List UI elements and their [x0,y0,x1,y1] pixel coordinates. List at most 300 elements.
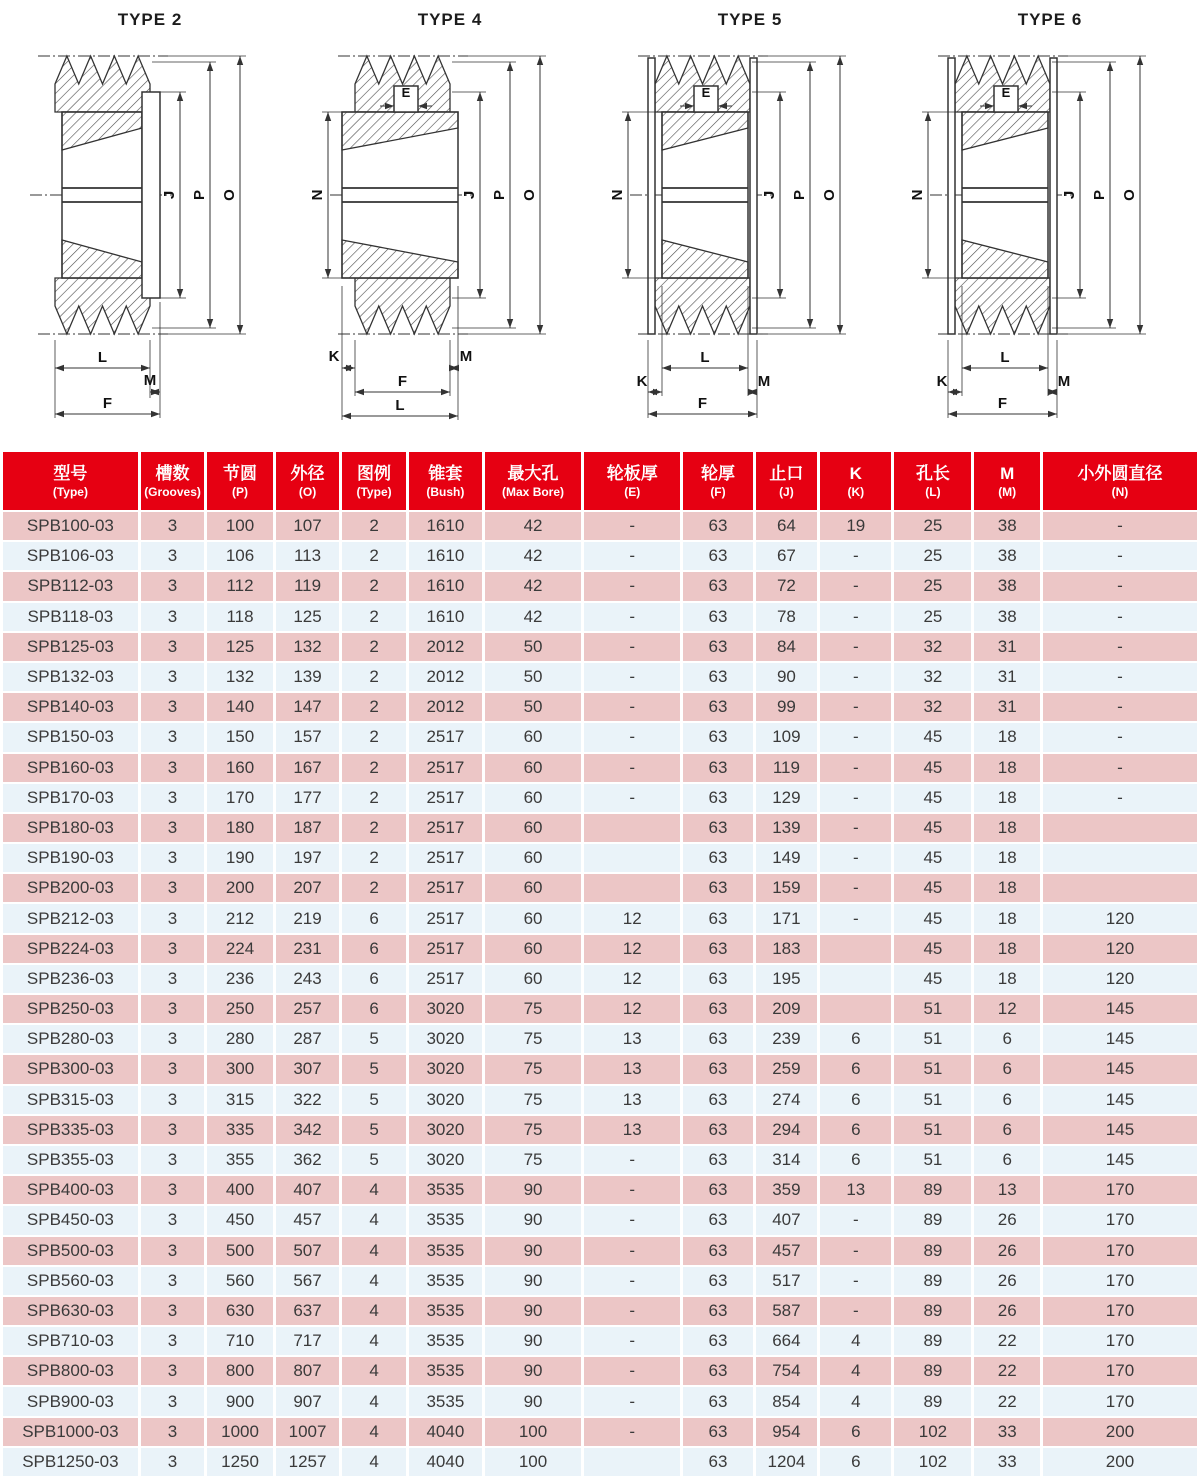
column-header-zh: 止口 [769,463,804,483]
model-cell: SPB140-03 [3,693,138,721]
table-cell: 294 [756,1116,818,1144]
table-cell: 3535 [409,1206,482,1234]
model-cell: SPB190-03 [3,844,138,872]
table-cell: 4 [820,1327,891,1355]
table-cell: 170 [1043,1237,1197,1265]
table-cell: 236 [207,965,272,993]
model-cell: SPB100-03 [3,512,138,540]
table-cell: 342 [276,1116,340,1144]
table-cell: 231 [276,935,340,963]
table-cell: 3 [141,1327,205,1355]
column-header-zh: M [1000,463,1015,483]
table-cell: 42 [485,542,581,570]
table-cell: 2 [342,844,406,872]
table-cell: 450 [207,1206,272,1234]
table-cell: 63 [683,723,752,751]
header-row [3,452,1197,510]
model-cell: SPB280-03 [3,1025,138,1053]
table-cell: 3 [141,754,205,782]
table-cell: 322 [276,1086,340,1114]
model-cell: SPB1250-03 [3,1448,138,1476]
table-cell: 38 [974,572,1039,600]
table-cell: 42 [485,603,581,631]
table-cell: 3 [141,1237,205,1265]
table-cell [584,814,680,842]
table-cell: 89 [894,1176,971,1204]
table-cell: 6 [342,965,406,993]
table-cell: 89 [894,1327,971,1355]
table-cell: 3 [141,633,205,661]
table-row [3,754,1197,782]
table-cell: 75 [485,1055,581,1083]
dimension-label-M: M [757,373,771,390]
table-cell: 3 [141,663,205,691]
table-cell: 5 [342,1146,406,1174]
table-row [3,663,1197,691]
table-cell: 45 [894,874,971,902]
table-cell: 22 [974,1327,1039,1355]
pulley-diagram-type-6 [900,0,1200,448]
table-cell: 187 [276,814,340,842]
table-row [3,572,1197,600]
table-cell: 18 [974,844,1039,872]
table-cell: 4040 [409,1448,482,1476]
table-cell: 2517 [409,904,482,932]
table-cell: 3 [141,1025,205,1053]
table-cell: 567 [276,1267,340,1295]
table-cell: - [820,663,891,691]
table-cell: 51 [894,995,971,1023]
table-cell: 3 [141,1357,205,1385]
table-cell: 33 [974,1418,1039,1446]
table-cell: 6 [342,935,406,963]
table-cell: 3 [141,1297,205,1325]
table-row [3,1418,1197,1446]
table-row [3,1387,1197,1415]
table-cell: 2 [342,603,406,631]
table-row [3,1448,1197,1476]
model-cell: SPB800-03 [3,1357,138,1385]
model-cell: SPB710-03 [3,1327,138,1355]
table-cell: - [584,1418,680,1446]
table-cell: - [1043,754,1197,782]
table-row [3,1176,1197,1204]
column-header-zh: 图例 [357,463,392,483]
dimension-label-F: F [397,373,408,390]
table-cell: - [584,542,680,570]
column-header-zh: 小外圆直径 [1077,463,1163,483]
table-cell: 112 [207,572,272,600]
model-cell: SPB1000-03 [3,1418,138,1446]
table-cell: 314 [756,1146,818,1174]
table-cell: - [820,754,891,782]
table-cell: 63 [683,1237,752,1265]
table-cell: 3 [141,1116,205,1144]
table-cell: 132 [207,663,272,691]
table-cell: 159 [756,874,818,902]
table-cell: 18 [974,723,1039,751]
model-cell: SPB400-03 [3,1176,138,1204]
table-cell: 219 [276,904,340,932]
table-cell: 243 [276,965,340,993]
table-cell: 63 [683,1116,752,1144]
table-cell: - [1043,572,1197,600]
table-cell: 18 [974,754,1039,782]
table-cell: 6 [820,1055,891,1083]
column-header-zh: 最大孔 [507,463,559,483]
table-cell: 4 [342,1267,406,1295]
table-cell: 145 [1043,1116,1197,1144]
table-cell: 4 [342,1357,406,1385]
table-cell: - [584,663,680,691]
table-cell: - [820,633,891,661]
diagram-title: TYPE 5 [717,10,783,29]
table-cell: - [584,1297,680,1325]
table-cell: 1610 [409,542,482,570]
table-cell: 3 [141,1448,205,1476]
table-row [3,723,1197,751]
table-cell: 3535 [409,1327,482,1355]
table-cell: 120 [1043,935,1197,963]
table-cell: 78 [756,603,818,631]
model-cell: SPB250-03 [3,995,138,1023]
table-cell: 106 [207,542,272,570]
table-cell: - [1043,512,1197,540]
column-header-en: (Type) [52,484,88,499]
table-cell [820,995,891,1023]
table-cell: 99 [756,693,818,721]
model-cell: SPB170-03 [3,784,138,812]
table-cell: 6 [974,1086,1039,1114]
table-cell: - [820,844,891,872]
table-cell [584,874,680,902]
table-cell: 45 [894,965,971,993]
table-cell: 90 [756,663,818,691]
column-header-11 [894,452,971,510]
table-cell: 90 [485,1176,581,1204]
table-cell: 90 [485,1387,581,1415]
table-cell: 3535 [409,1357,482,1385]
table-cell: 170 [1043,1297,1197,1325]
table-cell: 2517 [409,935,482,963]
model-cell: SPB630-03 [3,1297,138,1325]
table-cell: 717 [276,1327,340,1355]
table-row [3,1086,1197,1114]
model-cell: SPB224-03 [3,935,138,963]
dimension-label-K: K [636,373,648,390]
table-cell: 4 [342,1237,406,1265]
table-cell: 72 [756,572,818,600]
table-cell: 171 [756,904,818,932]
column-header-4 [342,452,406,510]
table-cell: 359 [756,1176,818,1204]
table-cell: - [820,1206,891,1234]
table-cell: 89 [894,1267,971,1295]
table-cell: - [1043,723,1197,751]
table-cell: 26 [974,1237,1039,1265]
table-cell: 13 [974,1176,1039,1204]
table-cell: 500 [207,1237,272,1265]
table-cell: 4 [342,1176,406,1204]
table-cell: 45 [894,754,971,782]
table-row [3,1116,1197,1144]
table-cell: 1610 [409,603,482,631]
table-cell: - [820,572,891,600]
table-cell: 51 [894,1116,971,1144]
table-cell: 63 [683,1025,752,1053]
model-cell: SPB118-03 [3,603,138,631]
table-cell: 3 [141,844,205,872]
table-cell: 63 [683,965,752,993]
table-row [3,965,1197,993]
table-cell: 170 [1043,1357,1197,1385]
table-cell: 90 [485,1327,581,1355]
table-cell: 195 [756,965,818,993]
column-header-en: (L) [925,484,941,499]
column-header-zh: 孔长 [915,463,950,483]
table-cell: 664 [756,1327,818,1355]
table-cell: 157 [276,723,340,751]
table-cell: 2 [342,633,406,661]
model-cell: SPB315-03 [3,1086,138,1114]
column-header-zh: K [849,463,862,483]
table-cell: - [584,1206,680,1234]
table-cell: 2 [342,572,406,600]
table-row [3,1297,1197,1325]
table-cell: 90 [485,1237,581,1265]
table-cell: 22 [974,1387,1039,1415]
table-cell: 5 [342,1025,406,1053]
diagram-title: TYPE 2 [117,10,183,29]
table-cell: 2 [342,784,406,812]
table-cell: - [820,1237,891,1265]
table-cell: - [584,1357,680,1385]
table-cell: 274 [756,1086,818,1114]
column-header-en: (Bush) [426,484,465,499]
model-cell: SPB236-03 [3,965,138,993]
dimension-label-E: E [701,85,711,100]
table-cell: 26 [974,1206,1039,1234]
table-cell: 3 [141,784,205,812]
table-cell: 100 [207,512,272,540]
table-cell [820,965,891,993]
table-cell: 3 [141,693,205,721]
table-cell: 954 [756,1418,818,1446]
table-cell: 63 [683,844,752,872]
table-cell: 1610 [409,512,482,540]
table-cell: 113 [276,542,340,570]
dimension-label-M: M [459,348,473,365]
table-row [3,542,1197,570]
column-header-3 [276,452,340,510]
table-cell: 507 [276,1237,340,1265]
table-cell: 45 [894,904,971,932]
pulley-cross-section [900,0,1200,448]
table-cell: 89 [894,1357,971,1385]
table-row [3,814,1197,842]
table-cell: 5 [342,1086,406,1114]
table-cell: 3535 [409,1176,482,1204]
table-cell: 63 [683,904,752,932]
table-cell: 6 [820,1146,891,1174]
table-cell: 45 [894,814,971,842]
table-cell: 63 [683,1357,752,1385]
table-cell: 3535 [409,1297,482,1325]
table-cell: 89 [894,1206,971,1234]
dimension-label-P: P [1091,189,1108,201]
table-cell: 2 [342,754,406,782]
table-cell [584,1448,680,1476]
table-cell: 457 [756,1237,818,1265]
table-cell: 63 [683,814,752,842]
pulley-cross-section [300,0,600,448]
table-cell: 60 [485,965,581,993]
column-header-zh: 槽数 [155,463,190,483]
table-cell: 31 [974,663,1039,691]
column-header-9 [756,452,818,510]
table-cell: 84 [756,633,818,661]
dimension-label-K: K [936,373,948,390]
table-cell [1043,874,1197,902]
diagram-strip [0,0,1200,448]
dimension-label-E: E [401,85,411,100]
table-row [3,935,1197,963]
table-cell: 45 [894,935,971,963]
column-header-zh: 轮板厚 [606,463,658,483]
dimension-label-K: K [328,348,340,365]
table-cell: 63 [683,1448,752,1476]
table-cell: 3 [141,874,205,902]
table-cell: 12 [584,904,680,932]
table-cell: 307 [276,1055,340,1083]
table-cell: 6 [820,1448,891,1476]
table-cell: 32 [894,693,971,721]
column-header-13 [1043,452,1197,510]
model-cell: SPB200-03 [3,874,138,902]
table-cell: 170 [1043,1206,1197,1234]
table-cell: - [1043,693,1197,721]
table-cell: 45 [894,844,971,872]
table-cell: 33 [974,1448,1039,1476]
table-cell: 335 [207,1116,272,1144]
table-cell: 170 [1043,1176,1197,1204]
column-header-en: (J) [779,484,794,499]
table-cell: 31 [974,633,1039,661]
table-cell: 6 [820,1116,891,1144]
table-cell: 3535 [409,1387,482,1415]
table-cell: 18 [974,965,1039,993]
table-cell: 1007 [276,1418,340,1446]
table-cell: 149 [756,844,818,872]
table-cell: 25 [894,572,971,600]
table-cell: 3535 [409,1267,482,1295]
model-cell: SPB560-03 [3,1267,138,1295]
table-cell: - [820,603,891,631]
table-cell: 51 [894,1025,971,1053]
table-cell: 754 [756,1357,818,1385]
table-cell: 200 [207,874,272,902]
table-cell: 60 [485,874,581,902]
table-cell: 2 [342,723,406,751]
table-cell: 51 [894,1055,971,1083]
table-cell: 13 [584,1055,680,1083]
table-cell: - [584,754,680,782]
table-cell: 6 [820,1025,891,1053]
table-cell: 26 [974,1267,1039,1295]
table-cell: 2517 [409,844,482,872]
table-cell: 6 [820,1418,891,1446]
table-cell: 32 [894,663,971,691]
table-cell: 630 [207,1297,272,1325]
dimension-label-J: J [461,190,478,200]
table-cell: 145 [1043,1055,1197,1083]
table-cell: 3 [141,1267,205,1295]
dimension-label-N: N [609,189,626,201]
table-cell: 19 [820,512,891,540]
table-cell: 63 [683,1387,752,1415]
table-cell: 107 [276,512,340,540]
table-cell: 6 [342,904,406,932]
table-cell: 3 [141,1418,205,1446]
column-header-en: (F) [710,484,726,499]
table-cell: - [584,1327,680,1355]
table-cell: 560 [207,1267,272,1295]
column-header-zh: 型号 [53,463,88,483]
table-cell: 25 [894,512,971,540]
table-cell: 90 [485,1267,581,1295]
table-cell: 224 [207,935,272,963]
table-cell: - [584,1267,680,1295]
dimension-label-P: P [191,189,208,201]
table-cell: - [820,693,891,721]
table-cell: 2012 [409,633,482,661]
table-cell: 3020 [409,1146,482,1174]
table-cell: 25 [894,542,971,570]
table-cell: 12 [974,995,1039,1023]
table-cell: 89 [894,1387,971,1415]
table-cell: 259 [756,1055,818,1083]
diagram-title: TYPE 4 [417,10,483,29]
table-cell: 119 [756,754,818,782]
table-cell: 18 [974,784,1039,812]
table-cell: 4 [342,1206,406,1234]
table-cell: 4 [820,1357,891,1385]
pulley-diagram-type-2 [0,0,300,448]
table-cell [1043,814,1197,842]
table-cell: 63 [683,995,752,1023]
table-cell: 13 [584,1116,680,1144]
table-cell: 63 [683,1086,752,1114]
table-cell: 2 [342,814,406,842]
table-cell: 2517 [409,784,482,812]
table-cell: 807 [276,1357,340,1385]
table-cell: 51 [894,1086,971,1114]
table-row [3,904,1197,932]
table-cell [1043,844,1197,872]
table-cell: - [1043,633,1197,661]
dimension-label-P: P [491,189,508,201]
table-cell: 3020 [409,1116,482,1144]
table-cell: 637 [276,1297,340,1325]
table-cell: 3 [141,572,205,600]
model-cell: SPB212-03 [3,904,138,932]
table-cell: 63 [683,1267,752,1295]
table-cell: 3 [141,814,205,842]
table-cell: 5 [342,1055,406,1083]
table-cell: 3 [141,1206,205,1234]
table-cell: 197 [276,844,340,872]
table-cell: 3 [141,935,205,963]
